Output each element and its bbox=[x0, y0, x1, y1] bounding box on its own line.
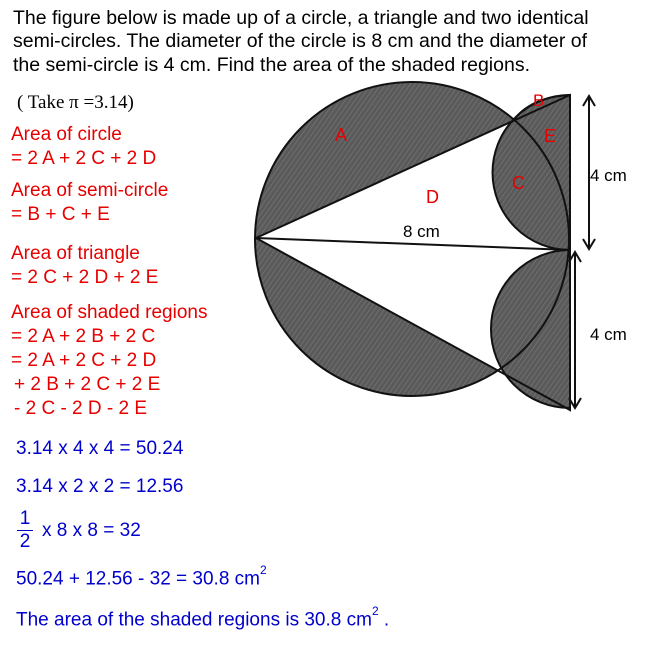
fraction-numerator: 1 bbox=[19, 508, 31, 529]
triangle-area-title: Area of triangle bbox=[11, 243, 140, 264]
label-diameter: 8 cm bbox=[403, 222, 440, 241]
calc-triangle: x 8 x 8 = 32 bbox=[42, 520, 141, 541]
shaded-area-line-1: = 2 A + 2 B + 2 C bbox=[11, 326, 156, 347]
calc-semicircle: 3.14 x 2 x 2 = 12.56 bbox=[16, 476, 184, 497]
label-C: C bbox=[512, 173, 525, 193]
answer-exponent: 2 bbox=[371, 604, 379, 618]
question-line-3: the semi-circle is 4 cm. Find the area of the shaded regions. bbox=[13, 54, 530, 76]
shaded-area-line-3: + 2 B + 2 C + 2 E bbox=[14, 374, 161, 395]
fraction-denominator: 2 bbox=[19, 531, 31, 552]
label-A: A bbox=[335, 125, 348, 145]
label-B: B bbox=[533, 91, 545, 110]
calc-circle: 3.14 x 4 x 4 = 50.24 bbox=[16, 438, 184, 459]
question-line-2: semi-circles. The diameter of the circle is 8 cm and the diameter of bbox=[13, 30, 588, 52]
circle-area-expr: = 2 A + 2 C + 2 D bbox=[11, 148, 157, 169]
label-D: D bbox=[426, 187, 439, 207]
answer-end: . bbox=[378, 609, 390, 631]
take-pi-note: ( Take π =3.14) bbox=[17, 92, 134, 113]
semicircle-area-expr: = B + C + E bbox=[11, 204, 110, 225]
calc-total-exponent: 2 bbox=[260, 563, 267, 577]
semicircle-area-title: Area of semi-circle bbox=[11, 180, 169, 201]
circle-area-title: Area of circle bbox=[11, 124, 122, 145]
shaded-area-line-4: - 2 C - 2 D - 2 E bbox=[14, 398, 148, 419]
calc-total-text: 50.24 + 12.56 - 32 = 30.8 cm bbox=[16, 568, 261, 590]
answer-text: The area of the shaded regions is 30.8 cm bbox=[16, 609, 372, 631]
label-E: E bbox=[544, 126, 557, 146]
question-line-1: The figure below is made up of a circle, a triangle and two identical bbox=[13, 7, 589, 29]
shaded-area-line-2: = 2 A + 2 C + 2 D bbox=[11, 350, 157, 371]
triangle-area-expr: = 2 C + 2 D + 2 E bbox=[11, 267, 159, 288]
shaded-area-title: Area of shaded regions bbox=[11, 302, 208, 323]
label-top-height: 4 cm bbox=[590, 166, 627, 185]
label-bottom-height: 4 cm bbox=[590, 325, 627, 344]
